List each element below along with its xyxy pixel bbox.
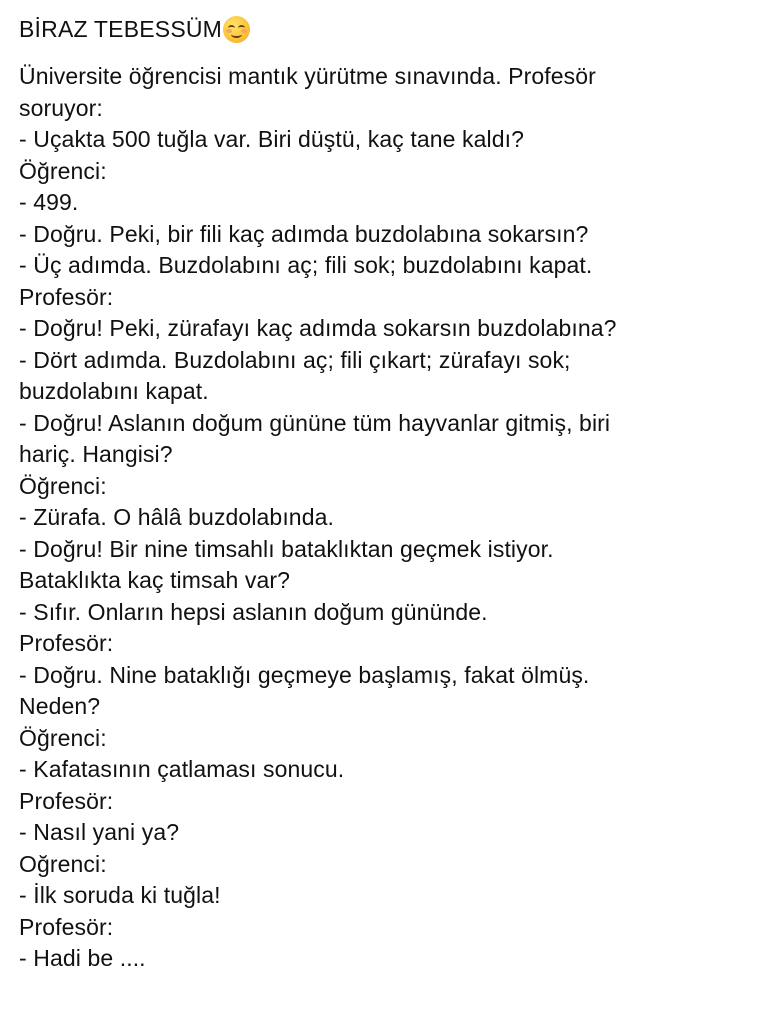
text-line: - Doğru. Peki, bir fili kaç adımda buzdolabına sokarsın? [19,220,589,247]
text-line: - Doğru! Bir nine timsahlı bataklıktan geçmek istiyor. [19,535,554,562]
text-line: - Nasıl yani ya? [19,819,180,845]
text-line: Öğrenci: [19,157,107,184]
post-container [19,11,754,975]
post-header [19,11,754,47]
text-line: - Hadi be .... [19,945,146,971]
text-line: Üniversite öğrencisi mantık yürütme sınavında. Profesör [19,63,596,89]
text-line: - Doğru! Peki, zürafayı kaç adımda sokarsın buzdolabına? [19,315,617,341]
text-line: - İlk soruda ki tuğla! [19,882,221,908]
text-line: buzdolabını kapat. [19,378,209,404]
text-line: - Doğru! Aslanın doğum gününe tüm hayvanlar gitmiş, biri [19,409,611,436]
text-line: Profesör: [19,283,114,310]
text-line: Oğrenci: [19,850,107,877]
text-line: - Kafatasının çatlaması sonucu. [19,756,345,782]
text-line: Profesör: [19,787,114,814]
text-line: Neden? [19,693,101,719]
text-line: - Sıfır. Onların hepsi aslanın doğum gününde. [19,598,488,625]
text-line: - Dört adımda. Buzdolabını aç; fili çıkart; zürafayı sok; [19,346,571,373]
text-line: hariç. Hangisi? [19,441,173,467]
text-line: Bataklıkta kaç timsah var? [19,567,291,593]
text-line: - Doğru. Nine bataklığı geçmeye başlamış, fakat ölmüş. [19,661,590,688]
text-line: - 499. [19,189,79,215]
post-body [19,61,754,975]
text-line: Profesör: [19,913,114,940]
post-title: BİRAZ TEBESSÜM [19,15,223,42]
text-line: Profesör: [19,630,114,656]
text-line: - Üç adımda. Buzdolabını aç; fili sok; buzdolabını kapat. [19,252,593,278]
text-line: - Zürafa. O hâlâ buzdolabında. [19,504,334,530]
smiling-face-icon [223,16,250,43]
text-line: Öğrenci: [19,724,107,751]
text-line: soruyor: [19,94,103,121]
text-line: Öğrenci: [19,472,107,499]
text-line: - Uçakta 500 tuğla var. Biri düştü, kaç tane kaldı? [19,126,524,152]
